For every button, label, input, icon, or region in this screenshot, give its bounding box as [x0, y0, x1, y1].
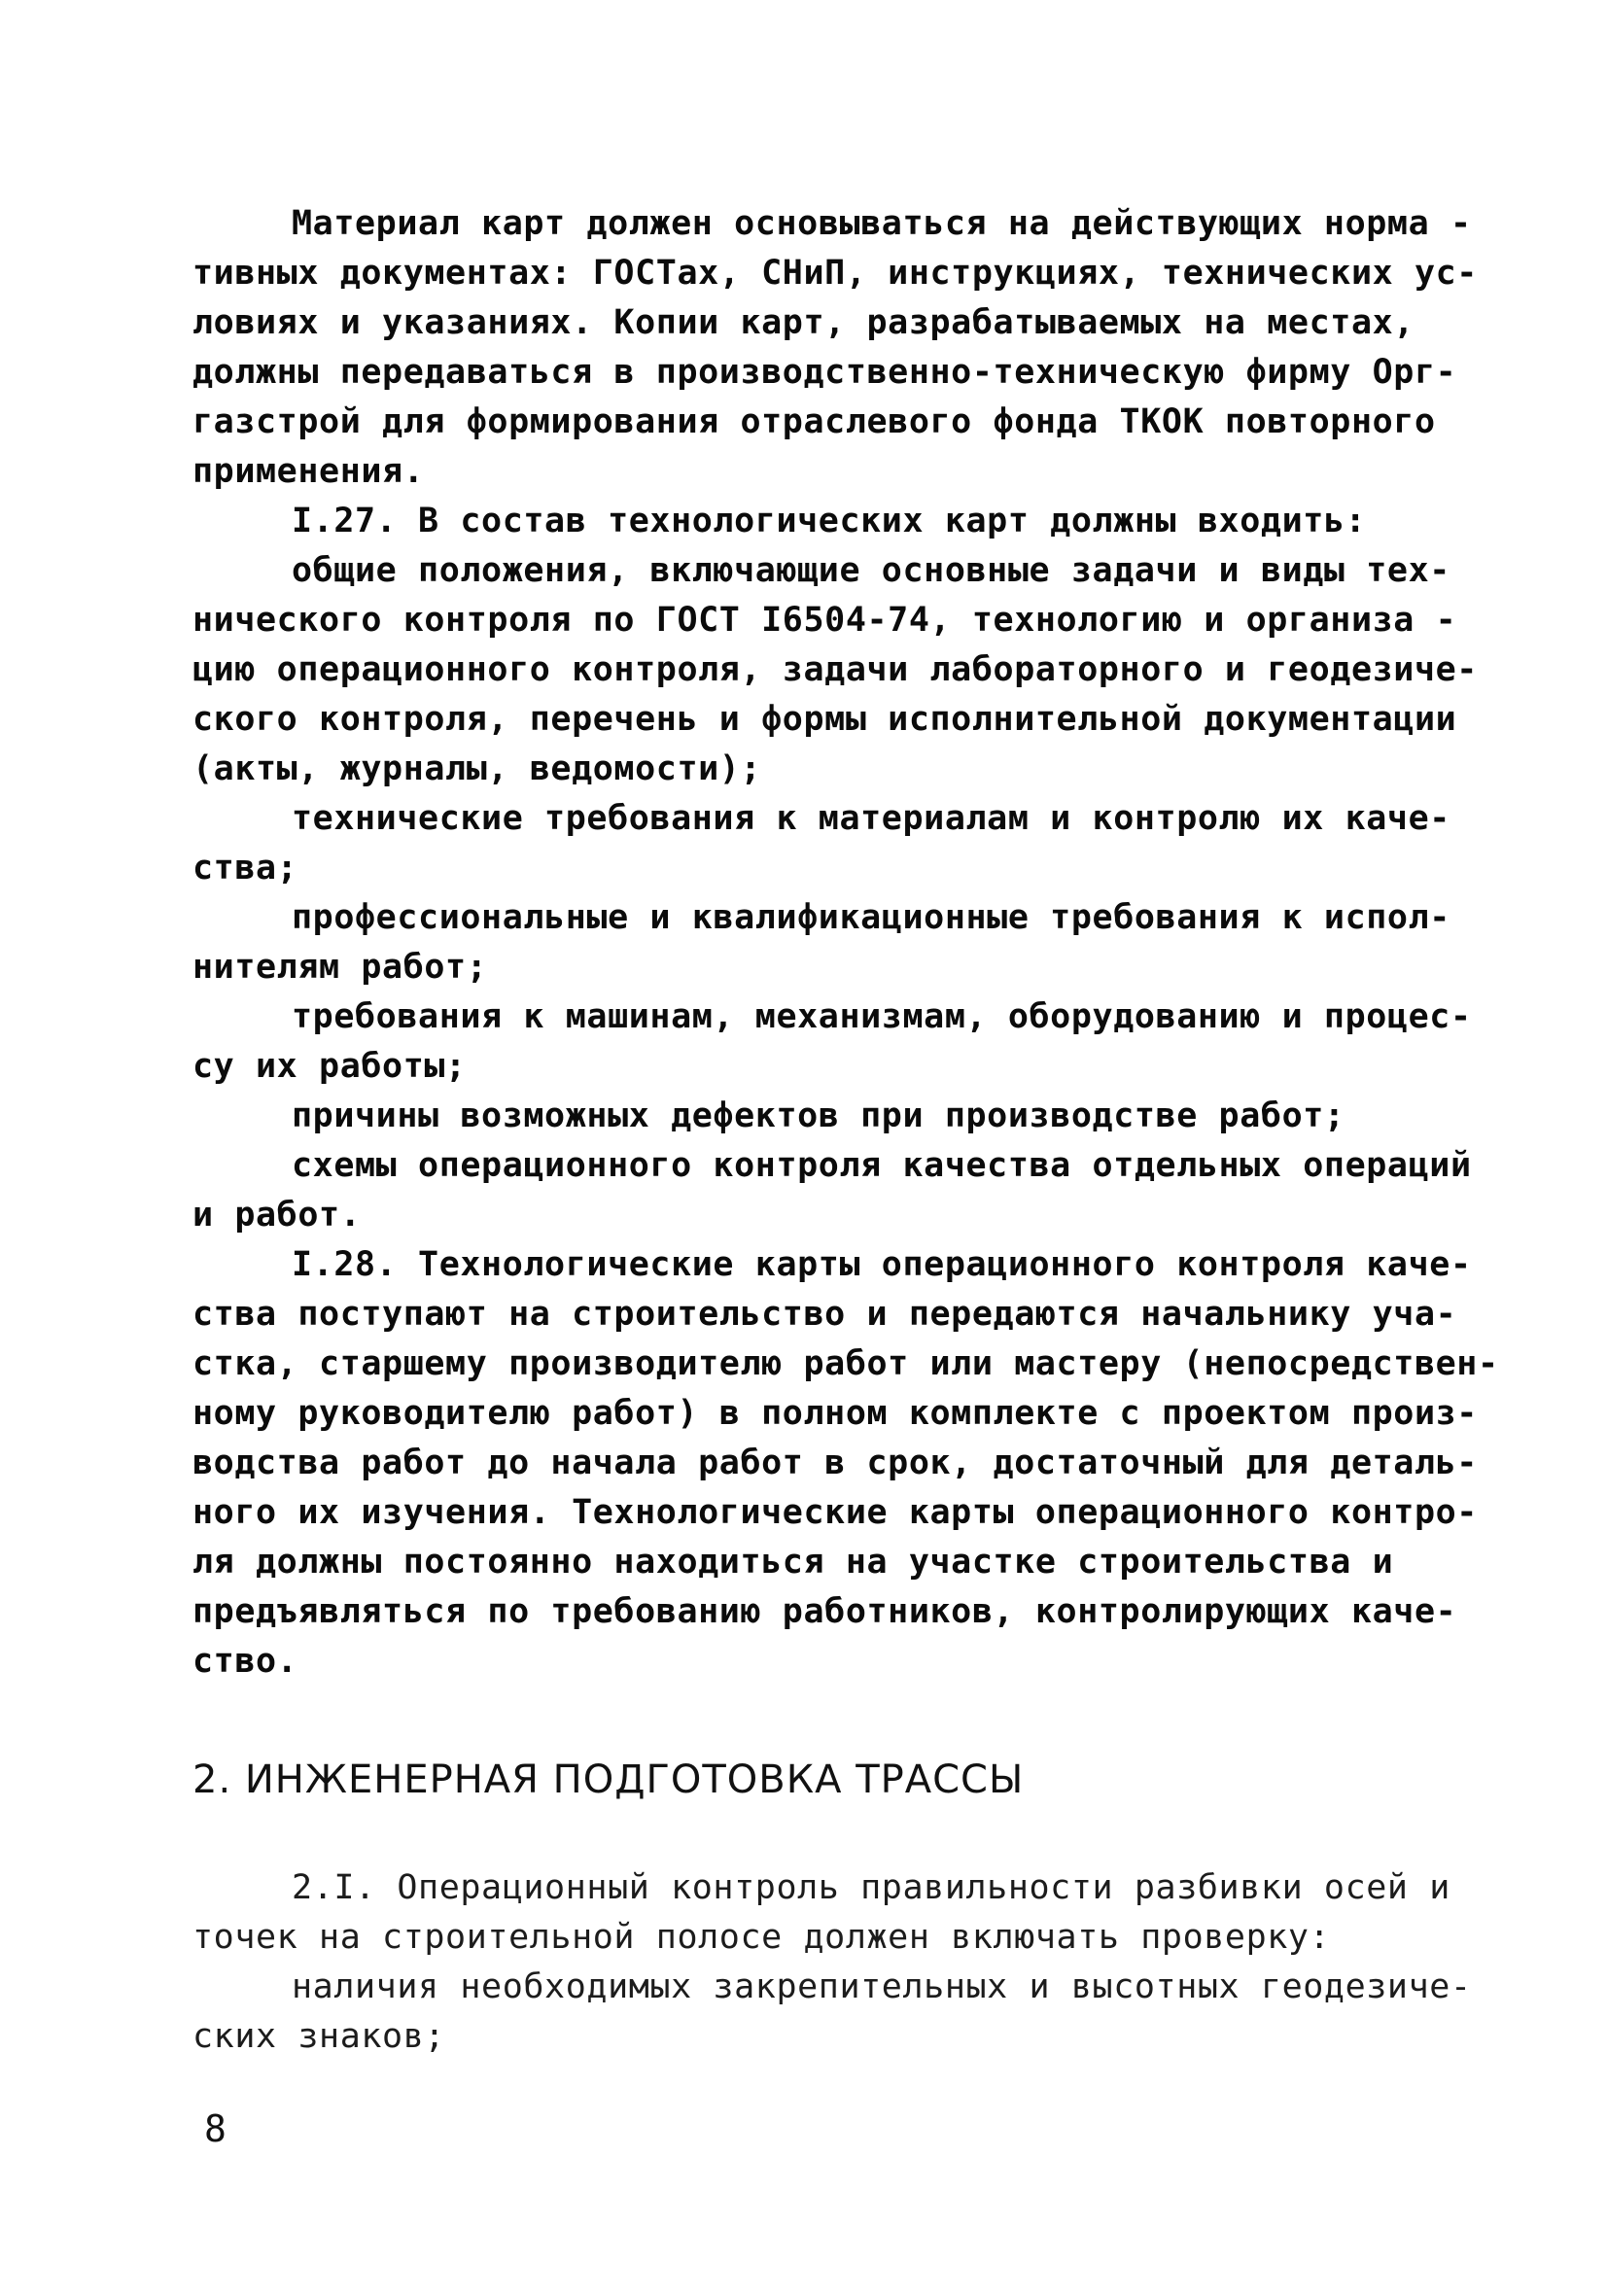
text-line: ство. — [192, 1642, 298, 1681]
text-line: точек на строительной полосе должен включать проверку: — [192, 1918, 1331, 1957]
text-line: и работ. — [192, 1196, 362, 1235]
text-line: ля должны постоянно находиться на участке строительства и — [192, 1543, 1394, 1582]
text-line: наличия необходимых закрепительных и высотных геодезиче- — [292, 1967, 1472, 2006]
text-line: ства; — [192, 849, 298, 887]
text-line: ному руководителю работ) в полном комплекте с проектом произ- — [192, 1394, 1478, 1433]
text-line: технические требования к материалам и контролю их каче- — [292, 799, 1450, 838]
text-line: 2.I. Операционный контроль правильности разбивки осей и — [292, 1868, 1450, 1907]
text-line: схемы операционного контроля качества отдельных операций — [292, 1146, 1472, 1185]
text-line: ства поступают на строительство и передаются начальнику уча- — [192, 1295, 1457, 1334]
text-line: общие положения, включающие основные задачи и виды тех- — [292, 551, 1450, 590]
text-line: су их работы; — [192, 1047, 467, 1086]
text-line: цию операционного контроля, задачи лабораторного и геодезиче- — [192, 650, 1478, 689]
text-line: I.27. В состав технологических карт должны входить: — [292, 502, 1367, 540]
text-line: нителям работ; — [192, 948, 488, 987]
text-line: ских знаков; — [192, 2017, 446, 2056]
text-line: профессиональные и квалификационные требования к испол- — [292, 898, 1450, 937]
text-line: I.28. Технологические карты операционного контроля каче- — [292, 1245, 1472, 1284]
text-line: требования к машинам, механизмам, оборудованию и процес- — [292, 997, 1472, 1036]
text-line: Материал карт должен основываться на действующих норма - — [292, 204, 1472, 243]
text-line: ного их изучения. Технологические карты операционного контро- — [192, 1493, 1478, 1532]
text-line: должны передаваться в производственно-техническую фирму Орг- — [192, 353, 1457, 392]
text-line: причины возможных дефектов при производстве работ; — [292, 1096, 1345, 1135]
section-heading: 2. ИНЖЕНЕРНАЯ ПОДГОТОВКА ТРАССЫ — [192, 1757, 1025, 1802]
text-line: ловиях и указаниях. Копии карт, разрабатываемых на местах, — [192, 303, 1415, 342]
text-line: газстрой для формирования отраслевого фонда ТКОК повторного — [192, 402, 1436, 441]
text-line: предъявляться по требованию работников, контролирующих каче- — [192, 1592, 1457, 1631]
text-line: нического контроля по ГОСТ I6504-74, технологию и организа - — [192, 601, 1457, 640]
text-line: ского контроля, перечень и формы исполнительной документации — [192, 700, 1457, 739]
text-line: тивных документах: ГОСТах, СНиП, инструкциях, технических ус- — [192, 254, 1478, 293]
text-line: применения. — [192, 452, 425, 491]
text-line: (акты, журналы, ведомости); — [192, 749, 762, 788]
text-line: стка, старшему производителю работ или мастеру (непосредствен- — [192, 1344, 1499, 1383]
text-line: водства работ до начала работ в срок, достаточный для деталь- — [192, 1444, 1478, 1482]
page-number: 8 — [204, 2107, 227, 2150]
